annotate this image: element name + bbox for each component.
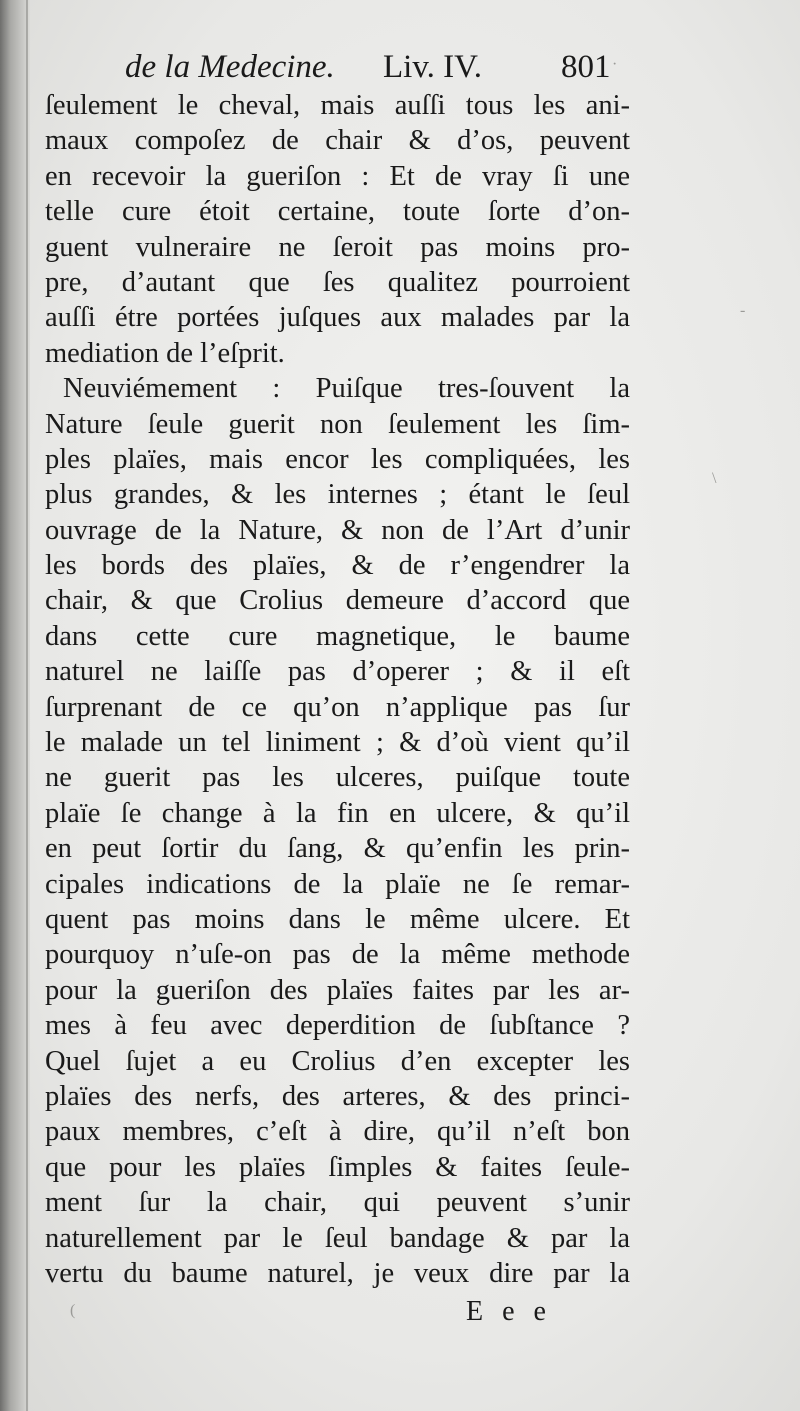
text-line: cipales indications de la plaïe ne ſe remar- [45, 868, 630, 900]
text-line: vertu du baume naturel, je veux dire par la [45, 1257, 630, 1289]
text-line: dans cette cure magnetique, le baume [45, 620, 630, 652]
text-line: ples plaïes, mais encor les compliquées, les [45, 443, 630, 475]
body-text [45, 88, 630, 1291]
text-line: ne guerit pas les ulceres, puiſque toute [45, 762, 630, 794]
text-line: paux membres, c’eſt à dire, qu’il n’eſt bon [45, 1116, 630, 1148]
page-header [125, 42, 645, 92]
text-line: pourquoy n’uſe-on pas de la même methode [45, 939, 630, 971]
speck-mark: - [740, 302, 746, 319]
text-line: maux compoſez de chair & d’os, peuvent [45, 125, 630, 157]
text-line: naturel ne laiſſe pas d’operer ; & il eſt [45, 656, 630, 688]
text-line: mediation de l’eſprit. [45, 337, 285, 369]
text-line: plaïe ſe change à la fin en ulcere, & qu’il [45, 797, 630, 829]
speck-mark: ( [70, 1302, 76, 1319]
text-line: plaïes des nerfs, des arteres, & des princi- [45, 1080, 630, 1112]
text-line: chair, & que Crolius demeure d’accord que [45, 585, 630, 617]
text-line: pre, d’autant que ſes qualitez pourroient [45, 266, 630, 298]
text-line: en recevoir la gueriſon : Et de vray ſi une [45, 160, 630, 192]
text-line: ſurprenant de ce qu’on n’applique pas ſur [45, 691, 630, 723]
page-number: 801 [561, 49, 611, 85]
text-line: que pour les plaïes ſimples & faites ſeule- [45, 1151, 630, 1183]
text-line: le malade un tel liniment ; & d’où vient qu’il [45, 727, 630, 759]
text-line: Neuviémement : Puiſque tres-ſouvent la [63, 373, 630, 405]
running-title: de la Medecine. [125, 49, 335, 85]
text-line: Nature ſeule guerit non ſeulement les ſim- [45, 408, 630, 440]
text-line: ment ſur la chair, qui peuvent s’unir [45, 1187, 630, 1219]
text-line: Quel ſujet a eu Crolius d’en excepter les [45, 1045, 630, 1077]
text-line: en peut ſortir du ſang, & qu’enfin les prin- [45, 833, 630, 865]
text-line: mes à feu avec deperdition de ſubſtance ? [45, 1010, 630, 1042]
text-line: telle cure étoit certaine, toute ſorte d’on- [45, 196, 630, 228]
text-line: ſeulement le cheval, mais auſſi tous les ani- [45, 90, 630, 121]
text-line: les bords des plaïes, & de r’engendrer la [45, 550, 630, 582]
text-line: auſſi étre portées juſques aux malades par la [45, 302, 630, 334]
gutter-line [26, 0, 28, 1411]
text-line: quent pas moins dans le même ulcere. Et [45, 903, 630, 935]
text-line: naturellement par le ſeul bandage & par la [45, 1222, 630, 1254]
signature-mark: E e e [466, 1296, 552, 1327]
text-line: pour la gueriſon des plaïes faites par les ar- [45, 974, 630, 1006]
speck-mark: \ [712, 470, 717, 487]
text-line: ouvrage de la Nature, & non de l’Art d’unir [45, 514, 630, 546]
speck-mark: · [612, 56, 618, 73]
book-label: Liv. IV. [383, 49, 482, 85]
text-line: plus grandes, & les internes ; étant le ſeul [45, 479, 630, 511]
text-line: guent vulneraire ne ſeroit pas moins pro- [45, 231, 630, 263]
